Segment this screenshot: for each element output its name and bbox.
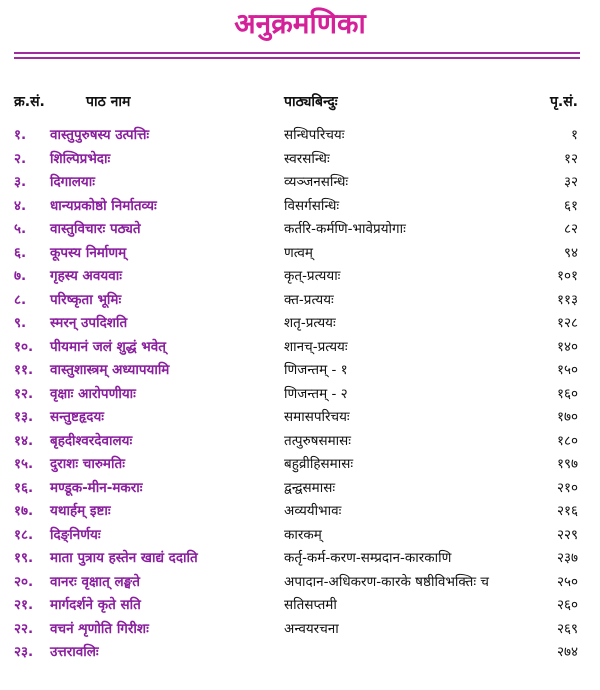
row-number: ४. [14,197,27,214]
row-page: १२८ [556,315,578,331]
row-lesson: दिगालयाः [50,174,95,190]
row-topic: कर्तरि-कर्मणि-भावेप्रयोगाः [284,221,406,237]
row-lesson: गृहस्य अवयवाः [50,268,122,284]
row-page: १४० [556,338,578,355]
table-row [0,312,600,336]
table-row [0,124,600,148]
contents-table [0,124,600,665]
row-page: ८२ [563,221,578,237]
row-number: २०. [14,573,34,590]
row-topic: अपादान-अधिकरण-कारके षष्ठीविभक्तिः च [284,573,489,590]
row-page: २६० [556,597,578,613]
row-page: ११३ [556,291,578,308]
row-topic: णिजन्तम् - २ [284,385,348,402]
row-topic: अन्वयरचना [284,620,339,637]
row-topic: शानच्-प्रत्ययः [284,338,348,355]
table-row [0,641,600,665]
row-lesson: यथार्हम् इष्टाः [50,503,111,519]
row-topic: कर्तृ-कर्म-करण-सम्प्रदान-कारकाणि [284,550,452,566]
row-page: १८० [556,432,578,449]
row-topic: विसर्गसन्धिः [284,197,340,214]
row-lesson: वानरः वृक्षात् लङ्घते [50,573,140,590]
table-row [0,430,600,454]
row-page: २३७ [556,550,578,566]
row-number: ८. [14,291,27,308]
row-number: १८. [14,526,34,543]
row-page: ३२ [563,174,578,190]
row-page: २१६ [556,503,578,519]
row-topic: सन्धिपरिचयः [284,127,345,143]
row-number: ९. [14,315,27,331]
row-topic: तत्पुरुषसमासः [284,432,352,449]
table-row [0,500,600,524]
row-topic: णत्वम् [284,244,313,261]
row-page: २५० [556,573,578,590]
row-topic: कारकम् [284,526,322,543]
table-row [0,453,600,477]
row-topic: समासपरिचयः [284,409,350,425]
row-topic: कृत्-प्रत्ययाः [284,268,341,284]
row-lesson: माता पुत्राय हस्तेन खाद्यं ददाति [50,550,198,566]
row-page: १६० [556,385,578,402]
table-row [0,265,600,289]
header-number: क्र.सं. [14,94,45,110]
header-topic: पाठ्यबिन्दुः [284,94,338,110]
table-row [0,571,600,595]
row-number: १६. [14,479,34,496]
table-row [0,195,600,219]
row-lesson: उत्तरावलिः [50,644,99,660]
row-page: ६१ [563,197,578,214]
row-number: १७. [14,503,34,519]
row-number: १. [14,127,27,143]
row-page: २६९ [556,620,578,637]
row-lesson: कूपस्य निर्माणम् [50,244,127,261]
row-lesson: पीयमानं जलं शुद्धं भवेत् [50,338,166,355]
table-row [0,547,600,571]
row-page: २१० [556,479,578,496]
row-topic: णिजन्तम् - १ [284,362,348,378]
row-topic: स्वरसन्धिः [284,150,330,167]
row-page: २७४ [556,644,578,660]
title-rule-top [14,52,580,54]
header-lesson: पाठ नाम [86,94,131,110]
table-row [0,336,600,360]
row-number: १५. [14,456,34,472]
row-page: १९७ [556,456,578,472]
row-page: १७० [556,409,578,425]
row-topic: द्वन्द्वसमासः [284,479,336,496]
row-topic: शतृ-प्रत्ययः [284,315,336,331]
row-number: २३. [14,644,34,660]
row-number: १३. [14,409,34,425]
row-lesson: वृक्षाः आरोपणीयाः [50,385,136,402]
table-row [0,171,600,195]
row-page: १२ [563,150,578,167]
table-row [0,406,600,430]
row-lesson: मण्डूक-मीन-मकराः [50,479,143,496]
table-row [0,289,600,313]
row-number: २२. [14,620,34,637]
row-topic: क्त-प्रत्ययः [284,291,334,308]
row-number: ११. [14,362,34,378]
row-lesson: परिष्कृता भूमिः [50,291,122,308]
row-lesson: स्मरन् उपदिशति [50,315,128,331]
table-row [0,594,600,618]
row-page: १५० [556,362,578,378]
page-title: अनुक्रमणिका [234,7,366,40]
row-lesson: मार्गदर्शने कृते सति [50,597,141,613]
row-page: १ [570,127,578,143]
row-topic: बहुव्रीहिसमासः [284,456,354,472]
table-row [0,524,600,548]
row-lesson: वचनं शृणोति गिरीशः [50,620,149,637]
row-number: २. [14,150,27,167]
table-row [0,477,600,501]
row-lesson: दिङ्निर्णयः [50,526,101,543]
row-topic: व्यञ्जनसन्धिः [284,174,349,190]
row-page: २२९ [556,526,578,543]
row-number: १४. [14,432,34,449]
row-number: ६. [14,244,27,261]
row-lesson: वास्तुविचारः पठ्यते [50,221,141,237]
table-row [0,148,600,172]
row-number: १०. [14,338,34,355]
row-lesson: शिल्पिप्रभेदाः [50,150,111,167]
table-row [0,618,600,642]
row-lesson: बृहदीश्वरदेवालयः [50,432,133,449]
row-lesson: वास्तुपुरुषस्य उत्पत्तिः [50,127,150,143]
table-row [0,359,600,383]
row-lesson: वास्तुशास्त्रम् अध्यापयामि [50,362,170,378]
row-lesson: धान्यप्रकोष्ठो निर्मातव्यः [50,197,157,214]
header-page: पृ.सं. [549,94,578,110]
title-rule-bottom [14,57,580,59]
row-number: ७. [14,268,27,284]
row-lesson: सन्तुष्टहृदयः [50,409,105,425]
table-row [0,242,600,266]
row-topic: सतिसप्तमी [284,597,337,613]
table-header [0,92,600,114]
table-row [0,383,600,407]
row-page: १०१ [556,268,578,284]
row-number: ३. [14,174,27,190]
table-row [0,218,600,242]
row-number: १९. [14,550,34,566]
row-topic: अव्ययीभावः [284,503,342,519]
row-page: ९४ [563,244,578,261]
row-number: २१. [14,597,34,613]
row-number: १२. [14,385,34,402]
row-number: ५. [14,221,27,237]
row-lesson: दुराशः चारुमतिः [50,456,125,472]
